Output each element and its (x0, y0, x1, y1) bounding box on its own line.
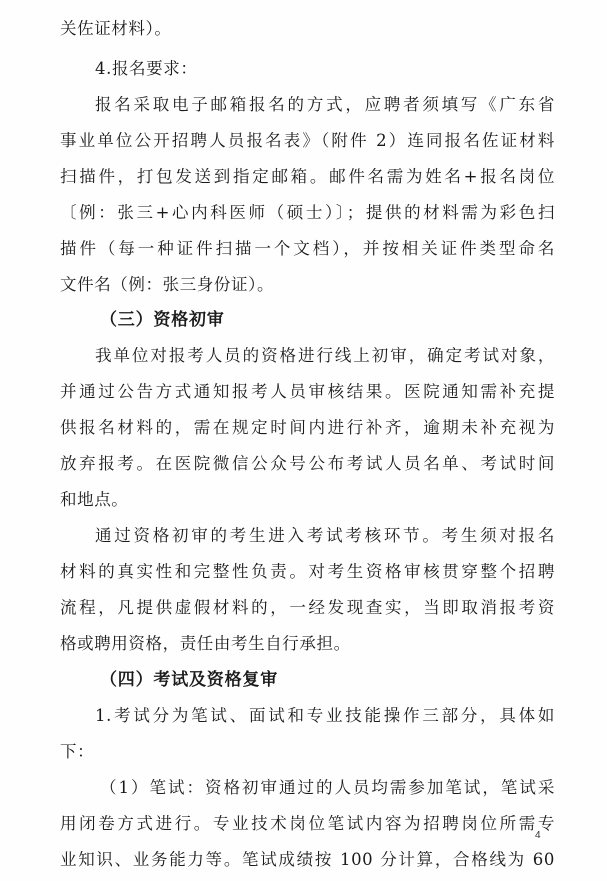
section-heading: （三）资格初审 (100, 310, 225, 330)
text-line: （1）笔试：资格初审通过的人员均需参加笔试，笔试采 (100, 778, 555, 797)
text-line: 通过资格初审的考生进入考试考核环节。考生须对报名 (95, 526, 555, 545)
text-line: 放弃报考。在医院微信公众号公布考试人员名单、考试时间 (60, 454, 555, 473)
text-line: 1.考试分为笔试、面试和专业技能操作三部分，具体如 (95, 706, 555, 725)
text-line: 我单位对报考人员的资格进行线上初审，确定考试对象， (95, 346, 555, 365)
text-line: 流程，凡提供虚假材料的，一经发现查实，当即取消报考资 (60, 598, 555, 617)
text-line: 描件（每一种证件扫描一个文档），并按相关证件类型命名 (60, 239, 555, 258)
text-line: 格或聘用资格，责任由考生自行承担。 (60, 634, 351, 653)
text-line: 下： (60, 742, 95, 761)
text-line: 扫描件，打包发送到指定邮箱。邮件名需为姓名+报名岗位 (60, 167, 555, 186)
text-line: 事业单位公开招聘人员报名表》（附件 2）连同报名佐证材料 (60, 131, 555, 150)
text-line: 报名采取电子邮箱报名的方式，应聘者须填写《广东省 (95, 95, 555, 114)
text-line: 和地点。 (60, 490, 129, 509)
text-line: 供报名材料的，需在规定时间内进行补齐，逾期未补充视为 (60, 418, 555, 437)
text-line: 并通过公告方式通知报考人员审核结果。医院通知需补充提 (60, 382, 555, 401)
section-heading: （四）考试及资格复审 (100, 670, 278, 690)
text-line: 文件名（例：张三身份证）。 (60, 275, 275, 294)
text-line: 4.报名要求： (95, 59, 198, 78)
page-number: 4 (535, 830, 541, 841)
text-line: 业知识、业务能力等。笔试成绩按 100 分计算，合格线为 60 (60, 850, 555, 869)
text-line: 关佐证材料）。 (60, 19, 172, 38)
text-line: 材料的真实性和完整性负责。对考生资格审核贯穿整个招聘 (60, 562, 555, 581)
text-line: 〔例：张三+心内科医师（硕士）〕；提供的材料需为彩色扫 (60, 203, 555, 222)
text-line: 用闭卷方式进行。专业技术岗位笔试内容为招聘岗位所需专 (60, 814, 555, 833)
